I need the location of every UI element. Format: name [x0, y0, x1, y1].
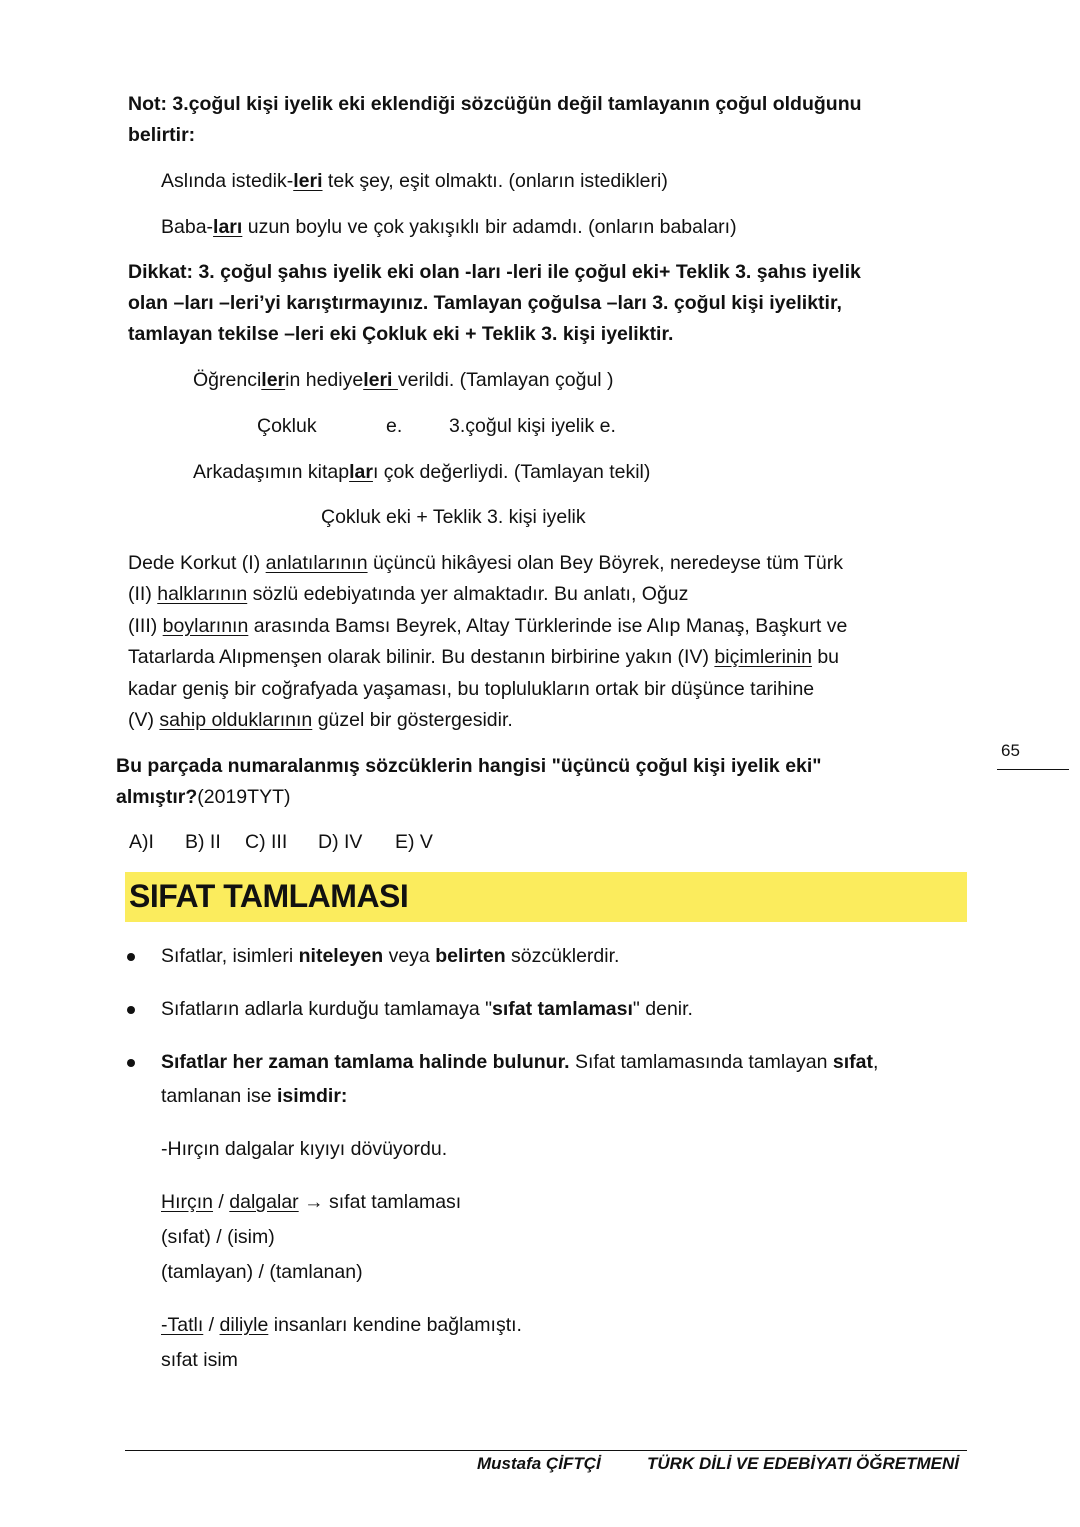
text-run: Arkadaşımın kitap [193, 461, 350, 483]
page-number-rule [997, 769, 1069, 770]
text-run: Baba- [161, 216, 214, 238]
underlined-text: Hırçın [161, 1191, 214, 1213]
text-run: (2019TYT) [197, 786, 291, 808]
example-sentence [161, 1313, 522, 1337]
bullet-text [161, 1050, 878, 1074]
bold-text: Sıfatlar her zaman tamlama halinde bulunur. [161, 1051, 570, 1073]
bullet-text [161, 997, 693, 1021]
note-line-2 [128, 123, 195, 147]
text-run: veya [383, 945, 436, 967]
question-line-2 [116, 785, 290, 809]
passage-line [128, 614, 847, 638]
passage-line [128, 645, 839, 669]
underlined-text: leri [293, 170, 323, 192]
text-run: Sıfatlar, isimleri [161, 945, 299, 967]
bold-text: belirtir: [128, 124, 196, 146]
text-run: ı çok değerliydi. (Tamlayan tekil) [372, 461, 651, 483]
underlined-text: boylarının [162, 615, 249, 637]
text-run: (III) [128, 615, 163, 637]
warning-line-3 [128, 322, 673, 346]
note-line-1 [128, 92, 862, 116]
warning-example-2 [193, 460, 650, 484]
bullet-text [161, 944, 619, 968]
text-run: " denir. [632, 998, 693, 1020]
underlined-text: leri [363, 369, 398, 391]
text-run: / [213, 1191, 230, 1213]
text-run: Sıfatların adlarla kurduğu tamlamaya " [161, 998, 493, 1020]
text-run: güzel bir göstergesidir. [312, 709, 513, 731]
underlined-text: ler [261, 369, 286, 391]
underlined-text: dalgalar [229, 1191, 299, 1213]
text-run: sıfat isim [161, 1349, 238, 1371]
text-run: üçüncü hikâyesi olan Bey Böyrek, neredeyse tüm Türk [367, 552, 844, 574]
example-sentence [161, 1137, 447, 1161]
question-line-1 [116, 754, 822, 778]
option-c: C) III [245, 831, 288, 853]
bullet-icon [127, 953, 135, 961]
section-heading [125, 872, 967, 922]
underlined-text: lar [349, 461, 373, 483]
footer-role: TÜRK DİLİ VE EDEBİYATI ÖĞRETMENİ [647, 1454, 959, 1473]
text-run: (II) [128, 583, 158, 605]
bold-text: Not: 3.çoğul kişi iyelik eki eklendiği sözcüğün değil tamlayanın çoğul olduğunu [128, 93, 862, 115]
passage-line [128, 677, 814, 701]
note-example-1 [161, 169, 668, 193]
text-run: verildi. (Tamlayan çoğul ) [397, 369, 614, 391]
bold-text: Dikkat: 3. çoğul şahıs iyelik eki olan -ları -leri ile çoğul eki+ Teklik 3. şahıs iyelik [128, 261, 861, 283]
text-run: insanları kendine bağlamıştı. [268, 1314, 522, 1336]
label-e: e. [386, 415, 403, 437]
text-run: Sıfat tamlamasında tamlayan [569, 1051, 833, 1073]
underlined-text: -Tatlı [161, 1314, 204, 1336]
bullet-icon [127, 1006, 135, 1014]
bold-text: sıfat [832, 1051, 874, 1073]
option-e: E) V [395, 831, 433, 853]
bold-text: belirten [435, 945, 506, 967]
text-run: -Hırçın dalgalar kıyıyı dövüyordu. [161, 1138, 448, 1160]
text-run: Öğrenci [193, 369, 262, 391]
text-run: tek şey, eşit olmaktı. (onların istedikleri) [322, 170, 668, 192]
text-run: kadar geniş bir coğrafyada yaşaması, bu toplulukların ortak bir düşünce tarihine [128, 678, 815, 700]
bold-text: sıfat tamlaması [492, 998, 633, 1020]
text-run: (V) [128, 709, 160, 731]
passage-line [128, 708, 513, 732]
bold-text: tamlayan tekilse –leri eki Çokluk eki + Teklik 3. kişi iyeliktir. [128, 323, 674, 345]
bold-text: niteleyen [298, 945, 384, 967]
label-cokluk-teklik: Çokluk eki + Teklik 3. kişi iyelik [321, 506, 586, 528]
option-b: B) II [185, 831, 221, 853]
bullet-icon [127, 1059, 135, 1067]
text-run: bu [811, 646, 840, 668]
passage-line [128, 551, 843, 575]
analysis-line [161, 1348, 238, 1372]
section-title: SIFAT TAMLAMASI [129, 878, 409, 914]
bold-text: olan –ları –leri’yi karıştırmayınız. Tamlayan çoğulsa –ları 3. çoğul kişi iyeliktir, [128, 292, 842, 314]
text-run: , [873, 1051, 879, 1073]
option-d: D) IV [318, 831, 363, 853]
analysis-line [161, 1190, 461, 1214]
analysis-line [161, 1260, 363, 1284]
underlined-text: sahip olduklarının [159, 709, 313, 731]
passage-line [128, 582, 688, 606]
text-run: in hediye [285, 369, 364, 391]
text-run: (tamlayan) / (tamlanan) [161, 1261, 363, 1283]
text-run: → sıfat tamlaması [298, 1191, 462, 1213]
underlined-text: ları [213, 216, 243, 238]
text-run: arasında Bamsı Beyrek, Altay Türklerinde ise Alıp Manaş, Başkurt ve [248, 615, 848, 637]
bold-text: Bu parçada numaralanmış sözcüklerin hangisi "üçüncü çoğul kişi iyelik eki" [116, 755, 822, 777]
footer-author: Mustafa ÇİFTÇİ [477, 1454, 601, 1473]
bold-text: almıştır? [116, 786, 198, 808]
text-run: tamlanan ise [161, 1085, 277, 1107]
underlined-text: halklarının [157, 583, 248, 605]
text-run: Aslında istedik- [161, 170, 294, 192]
text-run: uzun boylu ve çok yakışıklı bir adamdı. (onların babaları) [242, 216, 737, 238]
text-run: Tatarlarda Alıpmenşen olarak bilinir. Bu destanın birbirine yakın (IV) [128, 646, 715, 668]
warning-example-1 [193, 368, 614, 392]
warning-line-2 [128, 291, 842, 315]
text-run: Dede Korkut (I) [128, 552, 266, 574]
note-example-2 [161, 215, 737, 239]
underlined-text: biçimlerinin [714, 646, 812, 668]
text-run: / [203, 1314, 220, 1336]
underlined-text: anlatılarının [265, 552, 368, 574]
bullet-text-cont [161, 1084, 347, 1108]
text-run: sözcüklerdir. [505, 945, 620, 967]
warning-line-1 [128, 260, 861, 284]
text-run: (sıfat) / (isim) [161, 1226, 275, 1248]
analysis-line [161, 1225, 275, 1249]
footer-rule [125, 1450, 967, 1451]
text-run: sözlü edebiyatında yer almaktadır. Bu anlatı, Oğuz [247, 583, 689, 605]
label-cokluk: Çokluk [257, 415, 317, 437]
bold-text: isimdir: [276, 1085, 348, 1107]
option-a: A)I [129, 831, 154, 853]
underlined-text: diliyle [219, 1314, 269, 1336]
page-number: 65 [1001, 741, 1020, 760]
label-iyelik: 3.çoğul kişi iyelik e. [449, 415, 616, 437]
